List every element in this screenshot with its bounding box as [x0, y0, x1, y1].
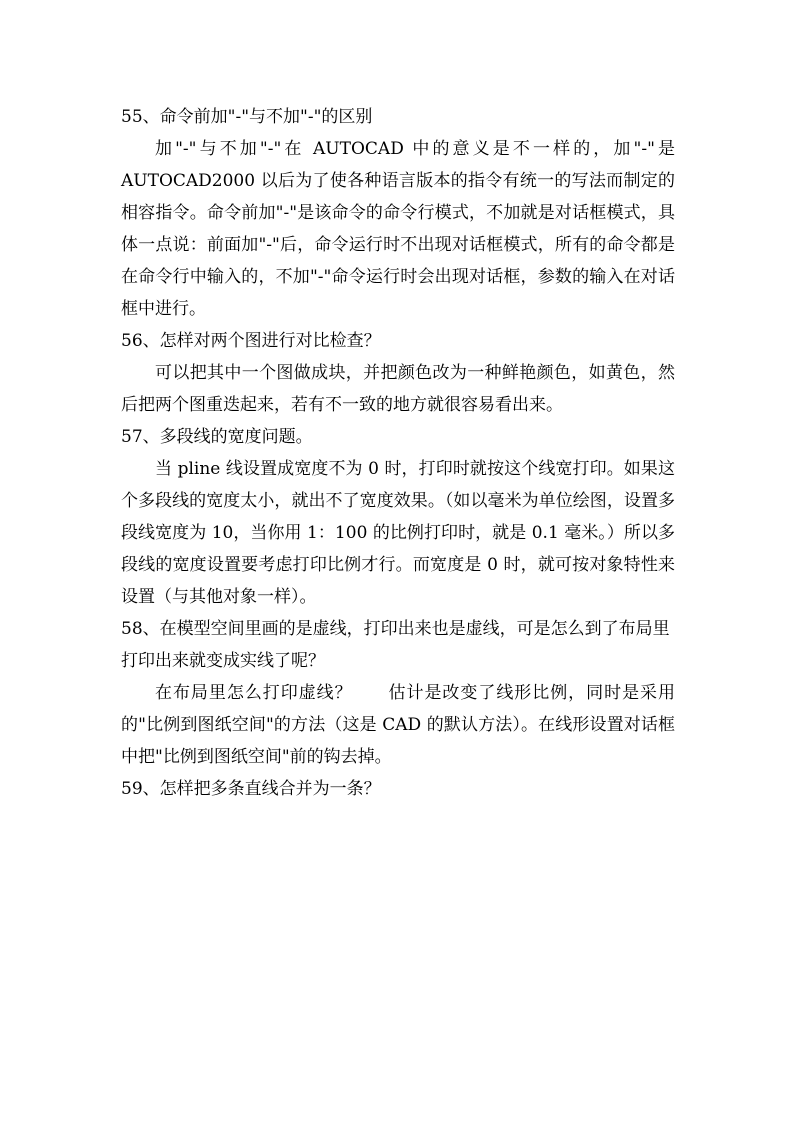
section-paragraph-57: 当 pline 线设置成宽度不为 0 时，打印时就按这个线宽打印。如果这个多段线的宽度太小，就出不了宽度效果。（如以毫米为单位绘图，设置多段线宽度为 10，当你用 1：100 的比例打印时，就是 0.1 毫米。）所以多段线的宽度设置要考虑打印比例才行。而宽度是 0 时，就可按对象特性来设置（与其他对象一样）。	[121, 459, 675, 607]
section-paragraph-56: 可以把其中一个图做成块，并把颜色改为一种鲜艳颜色，如黄色，然后把两个图重迭起来，若有不一致的地方就很容易看出来。	[121, 363, 675, 415]
section-paragraph-58: 在布局里怎么打印虚线？ 估计是改变了线形比例，同时是采用的"比例到图纸空间"的方法（这是 CAD 的默认方法）。在线形设置对话框中把"比例到图纸空间"前的钩去掉。	[121, 683, 675, 767]
section-heading-58: 58、在模型空间里画的是虚线，打印出来也是虚线，可是怎么到了布局里打印出来就变成实线了呢？	[121, 619, 670, 671]
section-paragraph-55: 加"-"与不加"-"在 AUTOCAD 中的意义是不一样的，加"-"是AUTOCAD2000 以后为了使各种语言版本的指令有统一的写法而制定的相容指令。命令前加"-"是该命令的命令行模式，不加就是对话框模式，具体一点说：前面加"-"后，命令运行时不出现对话框模式，所有的命令都是在命令行中输入的，不加"-"命令运行时会出现对话框，参数的输入在对话框中进行。	[121, 139, 675, 319]
document-page	[121, 101, 675, 805]
section-heading-57: 57、多段线的宽度问题。	[121, 427, 313, 447]
section-heading-59: 59、怎样把多条直线合并为一条？	[121, 779, 381, 799]
section-heading-56: 56、怎样对两个图进行对比检查？	[121, 331, 381, 351]
section-heading-55: 55、命令前加"-"与不加"-"的区别	[121, 107, 373, 127]
